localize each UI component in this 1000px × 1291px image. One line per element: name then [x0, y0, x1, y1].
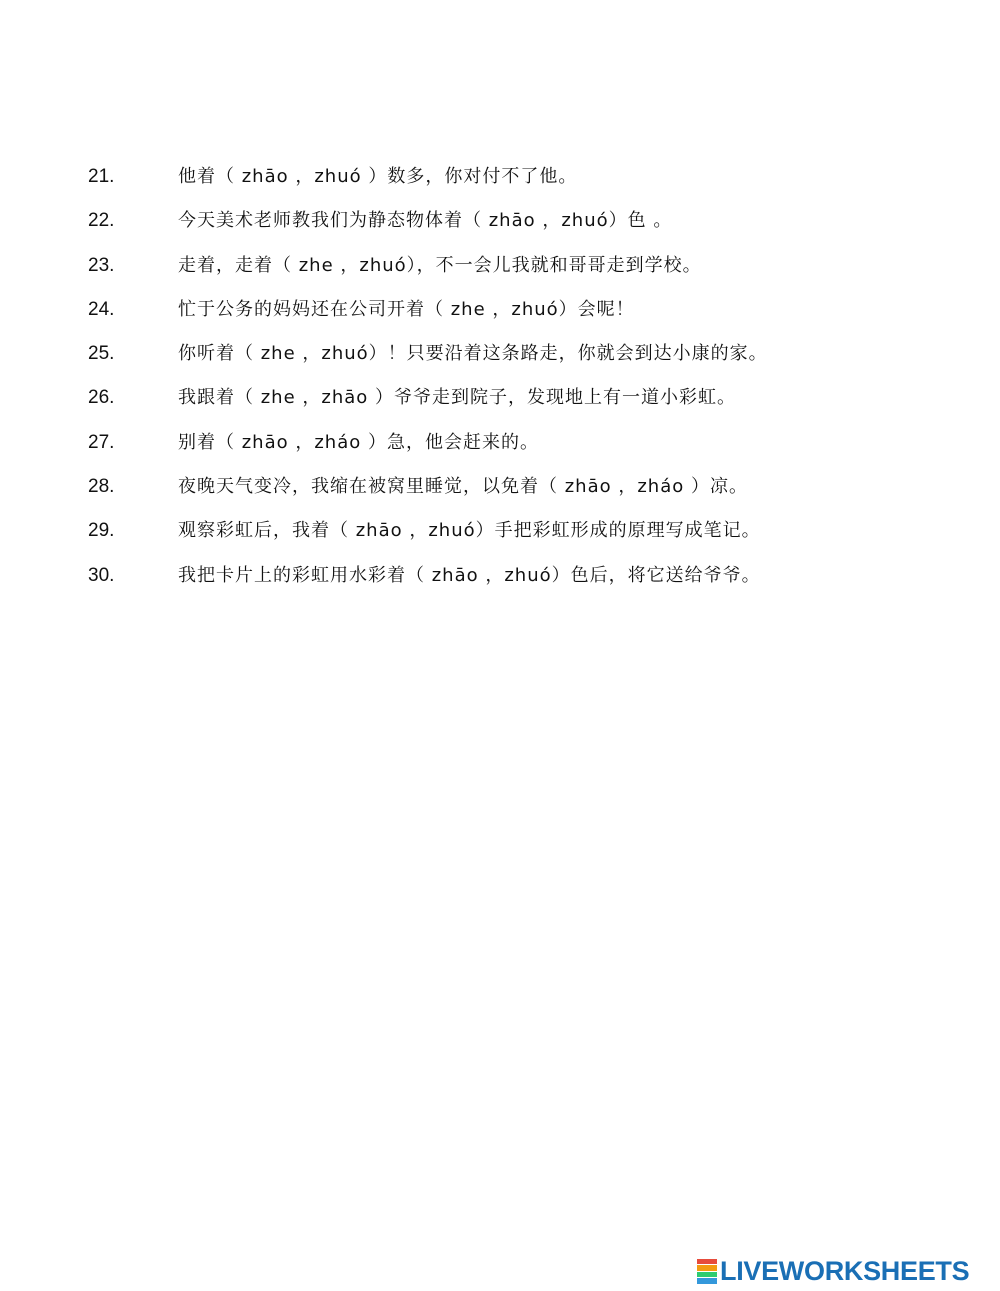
- exercise-sentence: 我把卡片上的彩虹用水彩着（ zhāo ，zhuó）色后，将它送给爷爷。: [178, 564, 761, 586]
- exercise-sentence: 观察彩虹后，我着（ zhāo ，zhuó）手把彩虹形成的原理写成笔记。: [178, 520, 761, 542]
- exercise-number: 21.: [88, 166, 115, 187]
- brand-name: LIVEWORKSHEETS: [720, 1255, 970, 1286]
- exercise-number: 25.: [88, 343, 115, 365]
- liveworksheets-mark-icon: [697, 1258, 717, 1284]
- exercise-row: [0, 244, 1000, 288]
- exercise-row: [0, 332, 1000, 376]
- mark-stripe: [697, 1259, 717, 1265]
- exercise-sentence: 走着，走着（ zhe ，zhuó），不一会儿我就和哥哥走到学校。: [178, 254, 702, 276]
- exercise-row: [0, 288, 1000, 332]
- exercise-number: 26.: [88, 387, 115, 409]
- exercise-sentence: 你听着（ zhe ，zhuó）！只要沿着这条路走，你就会到达小康的家。: [178, 343, 768, 365]
- exercise-number: 29.: [88, 520, 115, 542]
- exercise-row: [0, 376, 1000, 420]
- exercise-row: [0, 465, 1000, 509]
- exercise-sentence: 忙于公务的妈妈还在公司开着（ zhe ，zhuó）会呢！: [178, 298, 635, 320]
- worksheet: [0, 155, 1000, 598]
- exercise-number: 22.: [88, 210, 115, 232]
- exercise-row: [0, 199, 1000, 243]
- mark-stripe: [697, 1272, 717, 1278]
- exercise-sentence: 别着（ zhāo ，zháo ）急，他会赶来的。: [178, 431, 539, 453]
- exercise-number: 30.: [88, 564, 115, 586]
- exercise-sentence: 今天美术老师教我们为静态物体着（ zhāo ，zhuó）色 。: [178, 210, 673, 232]
- exercise-number: 23.: [88, 254, 115, 276]
- exercise-row: [0, 155, 1000, 199]
- exercise-sentence: 他着（ zhāo ，zhuó ）数多，你对付不了他。: [178, 166, 578, 187]
- exercise-row: [0, 421, 1000, 465]
- liveworksheets-logo[interactable]: [697, 1255, 969, 1287]
- exercise-sentence: 我跟着（ zhe ，zhāo ）爷爷走到院子，发现地上有一道小彩虹。: [178, 387, 736, 409]
- exercise-row: [0, 554, 1000, 598]
- exercise-number: 28.: [88, 476, 115, 498]
- exercise-row: [0, 509, 1000, 553]
- exercise-number: 27.: [88, 431, 115, 453]
- exercise-sentence: 夜晚天气变冷，我缩在被窝里睡觉，以免着（ zhāo ，zháo ）凉。: [178, 476, 748, 498]
- mark-stripe: [697, 1278, 717, 1284]
- mark-stripe: [697, 1265, 717, 1271]
- exercise-number: 24.: [88, 298, 115, 320]
